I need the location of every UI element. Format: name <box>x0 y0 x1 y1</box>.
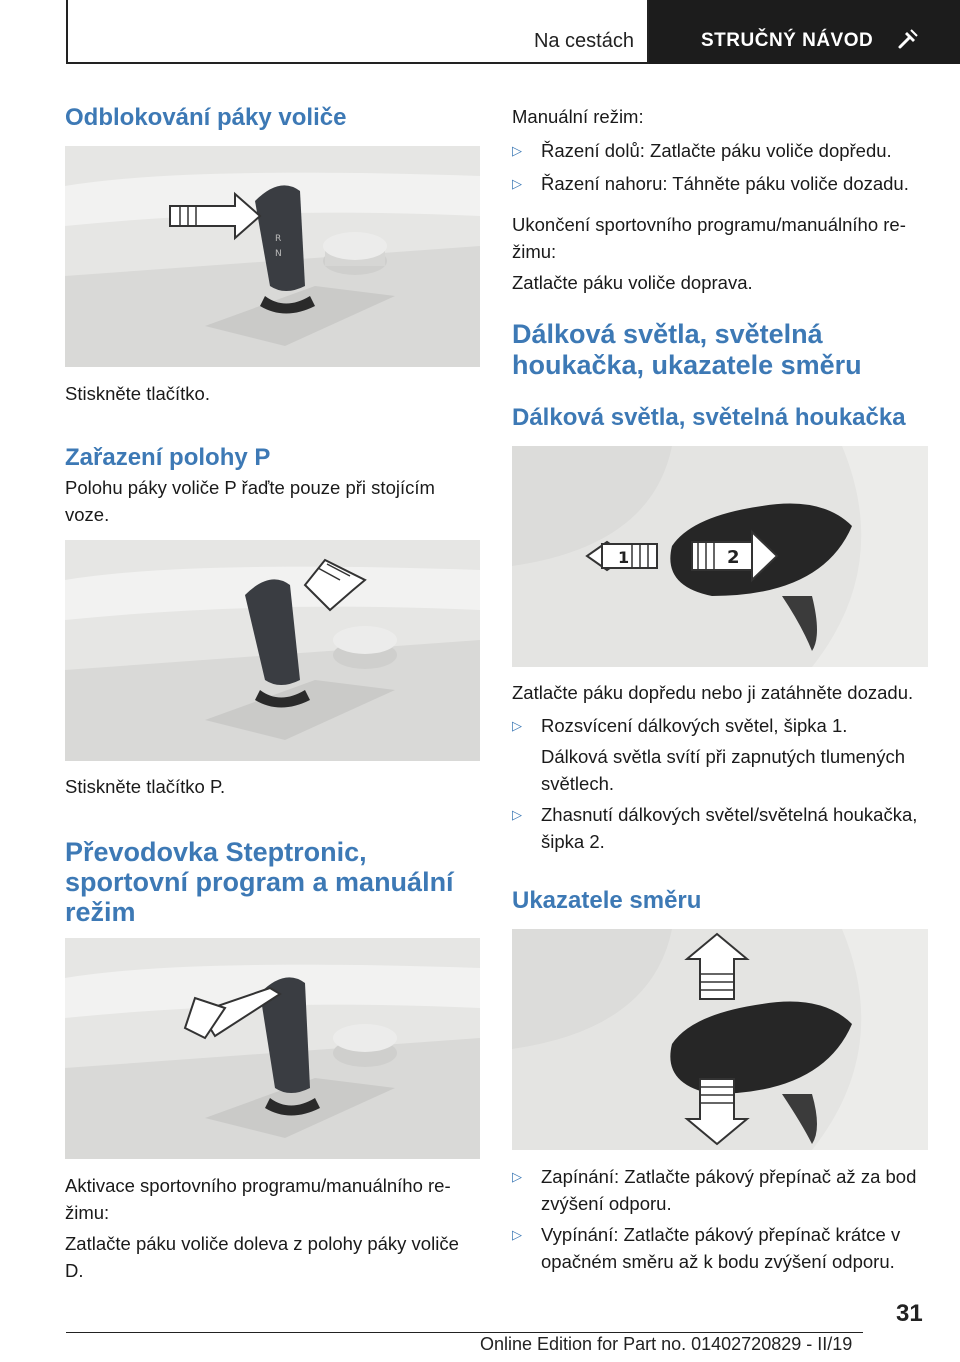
text-high-beam-line2: světlech. <box>541 773 615 794</box>
text-push-pull: Zatlačte páku dopředu nebo ji zatáhněte dozadu. <box>512 682 914 703</box>
text-end-line1: Ukončení sportovního programu/manuálního re‐ <box>512 214 906 235</box>
heading-indicators: Ukazatele směru <box>512 887 702 914</box>
wrench-hammer-icon <box>897 28 919 50</box>
heading-steptronic-line3: režim <box>65 897 136 927</box>
text-signal-on-line2: zvýšení odporu. <box>541 1193 672 1214</box>
svg-text:N: N <box>275 249 282 259</box>
header-section-title: Na cestách <box>533 30 634 52</box>
text-push-left-line1: Zatlačte páku voliče doleva z polohy páky voliče <box>65 1233 459 1254</box>
bullet-text: Zhasnutí dálkových světel/světelná houkačka, <box>541 804 918 825</box>
text-signal-off-line2: opačném směru až k bodu zvýšení odporu. <box>541 1251 895 1272</box>
image-turn-signal-lever <box>512 929 928 1150</box>
bullet-signal-on <box>512 1163 928 1190</box>
page-number: 31 <box>896 1300 923 1327</box>
heading-unlock-selector: Odblokování páky voliče <box>65 104 347 131</box>
text-press-p: Stiskněte tlačítko P. <box>65 776 226 797</box>
bullet-text: Řazení nahoru: Táhněte páku voliče dozadu. <box>541 173 909 194</box>
arrow-label-2: 2 <box>727 547 740 568</box>
bullet-triangle-icon: ▷ <box>512 176 522 191</box>
bullet-signal-off <box>512 1221 928 1248</box>
bullet-triangle-icon: ▷ <box>512 1169 522 1184</box>
image-selector-lever-unlock <box>65 146 480 367</box>
text-park-line2: voze. <box>65 504 110 525</box>
header-tab-label: STRUČNÝ NÁVOD <box>701 30 874 51</box>
text-park-line1: Polohu páky voliče P řaďte pouze při stojícím <box>65 477 435 498</box>
text-high-beam-line1: Dálková světla svítí při zapnutých tlumených <box>541 746 905 767</box>
heading-steptronic-line2: sportovní program a manuální <box>65 867 454 897</box>
bullet-triangle-icon: ▷ <box>512 143 522 158</box>
bullet-flash <box>512 801 928 828</box>
header-tab-quick-guide[interactable] <box>649 0 960 64</box>
bullet-triangle-icon: ▷ <box>512 718 522 733</box>
text-activate-line1: Aktivace sportovního programu/manuálního re‐ <box>65 1175 451 1196</box>
arrow-label-1: 1 <box>618 548 630 567</box>
bullet-shift-down <box>512 137 928 164</box>
text-activate-line2: žimu: <box>65 1202 110 1223</box>
text-manual-mode: Manuální režim: <box>512 106 644 127</box>
text-push-left-line2: D. <box>65 1260 84 1281</box>
footer-divider <box>66 1332 863 1333</box>
bullet-text: Řazení dolů: Zatlačte páku voliče dopředu. <box>541 140 892 161</box>
bullet-triangle-icon: ▷ <box>512 807 522 822</box>
image-selector-lever-manual <box>65 938 480 1159</box>
heading-lights-line2: houkačka, ukazatele směru <box>512 350 862 380</box>
bullet-text: Zapínání: Zatlačte pákový přepínač až za bod <box>541 1166 917 1187</box>
image-high-beam-lever <box>512 446 928 667</box>
bullet-shift-up <box>512 170 928 197</box>
svg-text:R: R <box>275 234 282 244</box>
heading-steptronic-line1: Převodovka Steptronic, <box>65 837 367 867</box>
text-push-right: Zatlačte páku voliče doprava. <box>512 272 753 293</box>
footer-edition: Online Edition for Part no. 01402720829 - II/19 <box>480 1334 853 1354</box>
image-selector-lever-park <box>65 540 480 761</box>
bullet-high-beam <box>512 712 928 739</box>
text-press-button: Stiskněte tlačítko. <box>65 383 210 404</box>
text-flash-line2: šipka 2. <box>541 831 605 852</box>
bullet-text: Rozsvícení dálkových světel, šipka 1. <box>541 715 848 736</box>
heading-lights-line1: Dálková světla, světelná <box>512 319 823 349</box>
heading-high-beam: Dálková světla, světelná houkačka <box>512 404 906 431</box>
bullet-text: Vypínání: Zatlačte pákový přepínač krátce v <box>541 1224 901 1245</box>
text-end-line2: žimu: <box>512 241 557 262</box>
bullet-triangle-icon: ▷ <box>512 1227 522 1242</box>
heading-park-position: Zařazení polohy P <box>65 444 271 471</box>
